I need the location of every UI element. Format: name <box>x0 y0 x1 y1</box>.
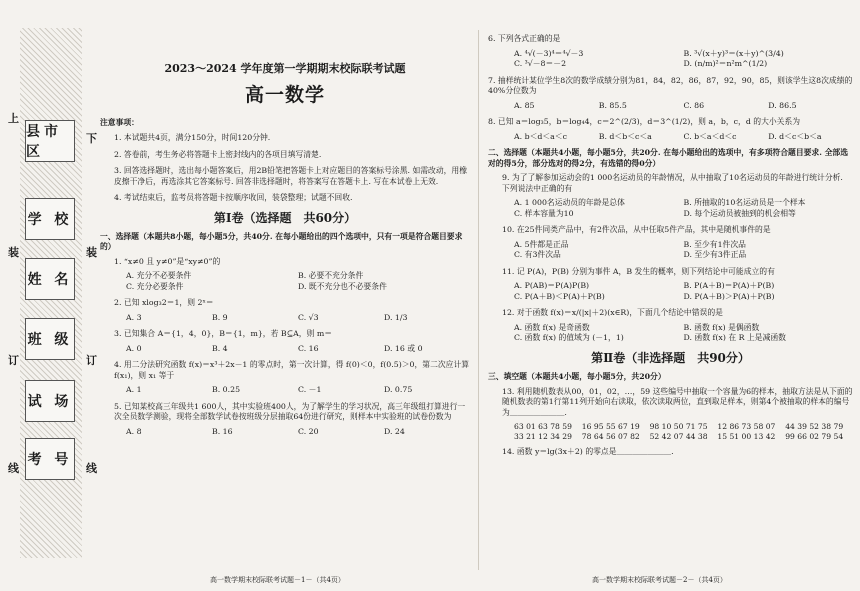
option: D. 既不充分也不必要条件 <box>298 281 387 291</box>
random-number-table <box>514 422 853 443</box>
note-item: 3. 回答选择题时，选出每小题答案后，用2B铅笔把答题卡上对应题目的答案标号涂黑. 如需改动，用橡皮擦干净后，再选涂其它答案标号. 回答非选择题时，将答案写在答题卡上. 写在本试卷上无效. <box>114 166 468 186</box>
option: C. －1 <box>298 385 322 395</box>
question-7-options <box>514 101 853 112</box>
question-3: 3. 已知集合 A＝{1，4，0}，B＝{1，m}，若 B⊆A，则 m＝ <box>114 329 333 339</box>
random-number-group: 52 42 07 44 38 <box>649 432 708 442</box>
option: C. 16 <box>298 343 319 353</box>
question-4: 4. 用二分法研究函数 f(x)＝x³＋2x－1 的零点时，第一次计算，得 f(0)＜0，f(0.5)＞0，第二次应计算 f(x₁)，则 x₁ 等于 <box>114 360 470 380</box>
section-two-heading: 二、选择题（本题共4小题，每小题5分，共20分. 在每小题给出的选项中，有多项符合题目要求. 全部选对的得5分，部分选对的得2分，有选错的得0分） <box>488 148 849 168</box>
note-item: 2. 答卷前，考生务必将答题卡上密封线内的各项目填写清楚. <box>114 149 322 159</box>
random-number-group: 33 21 12 34 29 <box>514 432 572 442</box>
option: D. d＜c＜b＜a <box>768 131 822 141</box>
question-6-options <box>514 49 853 70</box>
left-page <box>100 34 470 444</box>
page-divider <box>478 30 479 570</box>
option: A. ⁴√(－3)⁴＝⁴√－3 <box>514 48 584 58</box>
option: C. 函数 f(x) 的值域为 (－1，1) <box>514 333 624 343</box>
option: A. 1 <box>126 385 142 395</box>
option: B. 函数 f(x) 是偶函数 <box>683 322 760 332</box>
option: A. 8 <box>126 426 142 436</box>
random-number-group: 99 66 02 79 54 <box>785 432 844 442</box>
option: D. 24 <box>384 426 405 436</box>
option: B. ³√(x＋y)³＝(x＋y)^(3/4) <box>683 48 784 58</box>
option: B. 0.25 <box>212 385 241 395</box>
option: B. 9 <box>212 312 228 322</box>
binding-strip <box>20 28 82 558</box>
option: C. ³√－8＝－2 <box>514 59 567 69</box>
option: A. 1 000名运动员的年龄是总体 <box>514 198 625 208</box>
question-8: 8. 已知 a＝log₃5，b＝log₄4，c＝2^(2/3)，d＝3^(1/2)，则 a，b，c，d 的大小关系为 <box>488 117 801 127</box>
class-box: 班 级 <box>25 318 75 360</box>
option: C. 充分必要条件 <box>126 281 184 291</box>
option: A. 函数 f(x) 是奇函数 <box>514 322 590 332</box>
option: B. P(A＋B)＝P(A)＋P(B) <box>683 281 775 291</box>
option: D. P(A＋B)＞P(A)＋P(B) <box>683 291 775 301</box>
part-one-heading: 第Ⅰ卷（选择题 共60分） <box>213 210 357 225</box>
question-8-options <box>514 132 853 143</box>
exam-title: 2023～2024 学年度第一学期期末校际联考试题 <box>164 62 406 75</box>
question-5-options <box>126 427 470 438</box>
random-number-group: 98 10 50 71 75 <box>649 422 708 432</box>
question-10: 10. 在25件同类产品中，有2件次品，从中任取5件产品，其中是随机事件的是 <box>502 225 771 235</box>
right-page <box>488 34 853 461</box>
option: A. 3 <box>126 312 142 322</box>
question-11-options <box>514 281 853 302</box>
option: B. 必要不充分条件 <box>298 271 364 281</box>
part-two-heading: 第Ⅱ卷（非选择题 共90分） <box>591 350 750 365</box>
section-three-heading: 三、填空题（本题共4小题，每小题5分，共20分） <box>488 372 666 382</box>
option: C. 有3件次品 <box>514 250 561 260</box>
question-4-options <box>126 385 470 396</box>
side-char: 订 <box>8 354 19 367</box>
option: B. 至少有1件次品 <box>683 239 746 249</box>
school-box: 学 校 <box>25 198 75 240</box>
option: A. b＜d＜a＜c <box>514 131 567 141</box>
random-number-group: 44 39 52 38 79 <box>785 422 844 432</box>
option: A. 0 <box>126 343 142 353</box>
option: C. 样本容量为10 <box>514 208 574 218</box>
option: B. 85.5 <box>598 100 627 110</box>
question-9: 9. 为了了解参加运动会的1 000名运动员的年龄情况，从中抽取了10名运动员的年龄进行统计分析. 下列说法中正确的有 <box>502 173 843 193</box>
option: B. 4 <box>212 343 228 353</box>
question-11: 11. 记 P(A)，P(B) 分别为事件 A，B 发生的概率，则下列结论中可能成立的有 <box>502 266 775 276</box>
question-10-options <box>514 240 853 261</box>
question-7: 7. 抽样统计某位学生8次的数学成绩分别为81，84，82，86，87，92，90，85，则该学生这8次成绩的40%分位数为 <box>488 75 853 96</box>
section-one-heading: 一、选择题（本题共8小题，每小题5分，共40分. 在每小题给出的四个选项中，只有一项是符合题目要求的） <box>100 231 463 252</box>
option: B. 16 <box>212 426 233 436</box>
left-footer: 高一数学期末校际联考试题－1－（共4页） <box>210 576 345 584</box>
question-2: 2. 已知 xlog₃2＝1，则 2ˣ＝ <box>114 298 214 308</box>
option: A. 85 <box>514 100 535 110</box>
note-item: 1. 本试题共4页，满分150分，时间120分钟. <box>114 133 271 142</box>
side-char: 订 <box>86 354 97 367</box>
exam-number-box: 考 号 <box>25 438 75 480</box>
option: C. 86 <box>683 100 705 110</box>
option: A. P(AB)＝P(A)P(B) <box>514 281 590 291</box>
note-item: 4. 考试结束后，监考员将答题卡按顺序收回，装袋整理；试题不回收. <box>114 193 353 203</box>
side-char: 下 <box>86 132 97 145</box>
option: D. 1/3 <box>384 312 408 322</box>
random-number-group: 78 64 56 07 82 <box>581 432 640 442</box>
option: D. (n/m)²＝n²m^(1/2) <box>683 59 768 69</box>
question-9-options <box>514 198 853 219</box>
option: D. 至少有3件正品 <box>683 250 747 260</box>
question-1-options <box>126 271 470 292</box>
subject-title: 高一数学 <box>244 83 325 106</box>
notes-heading: 注意事项： <box>100 118 139 128</box>
option: D. 86.5 <box>768 100 797 110</box>
side-char: 线 <box>86 462 97 475</box>
side-char: 装 <box>8 246 19 259</box>
side-char: 装 <box>86 246 97 259</box>
question-13: 13. 利用随机数表从00，01，02，…，59 这些编号中抽取一个容量为6的样本，抽取方法是从下面的随机数表的第1行第11列开始向右读取，依次读取两位，直到取足样本，则第4个被抽取的样本的编号为＿＿＿＿＿＿＿. <box>502 386 853 417</box>
option: D. 每个运动员被抽到的机会相等 <box>683 208 796 218</box>
option: D. 16 或 0 <box>384 343 423 353</box>
question-3-options <box>126 344 470 355</box>
option: C. P(A＋B)＜P(A)＋P(B) <box>514 291 605 301</box>
question-5: 5. 已知某校高三年级共1 600人，其中实验班400人，为了解学生的学习状况，高三年级组打算进行一次全员数学测验，现将全部数学试卷按班级分层抽取64份进行研究，则样本中实验班的试卷份数为 <box>114 401 466 422</box>
side-char: 线 <box>8 462 19 475</box>
exam-room-box: 试 场 <box>25 380 75 422</box>
option: A. 5件都是正品 <box>514 239 569 249</box>
option: B. 所抽取的10名运动员是一个样本 <box>683 198 806 208</box>
option: C. b＜a＜d＜c <box>683 131 737 141</box>
random-number-group: 12 86 73 58 07 <box>717 422 776 432</box>
option: D. 0.75 <box>384 385 413 395</box>
name-box: 姓 名 <box>25 258 75 300</box>
right-footer: 高一数学期末校际联考试题－2－（共4页） <box>592 576 727 584</box>
question-1: 1. “x≠0 且 y≠0”是“xy≠0”的 <box>114 256 221 266</box>
option: D. 函数 f(x) 在 R 上是减函数 <box>683 333 786 343</box>
side-char: 上 <box>8 112 19 125</box>
option: C. 20 <box>298 426 319 436</box>
question-14: 14. 函数 y＝lg(3x＋2) 的零点是＿＿＿＿＿＿＿. <box>502 446 674 456</box>
option: C. √3 <box>298 312 319 322</box>
question-12-options <box>514 323 853 344</box>
option: A. 充分不必要条件 <box>126 271 192 281</box>
question-2-options <box>126 313 470 324</box>
question-12: 12. 对于函数 f(x)＝x/(|x|＋2)(x∈R)，下面几个结论中错误的是 <box>502 308 723 318</box>
random-number-group: 15 51 00 13 42 <box>717 432 776 442</box>
random-number-group: 16 95 55 67 19 <box>581 422 640 432</box>
county-box: 县市区 <box>25 120 75 162</box>
question-6: 6. 下列各式正确的是 <box>488 34 561 43</box>
random-number-group: 63 01 63 78 59 <box>514 422 572 432</box>
option: B. d＜b＜c＜a <box>598 131 652 141</box>
